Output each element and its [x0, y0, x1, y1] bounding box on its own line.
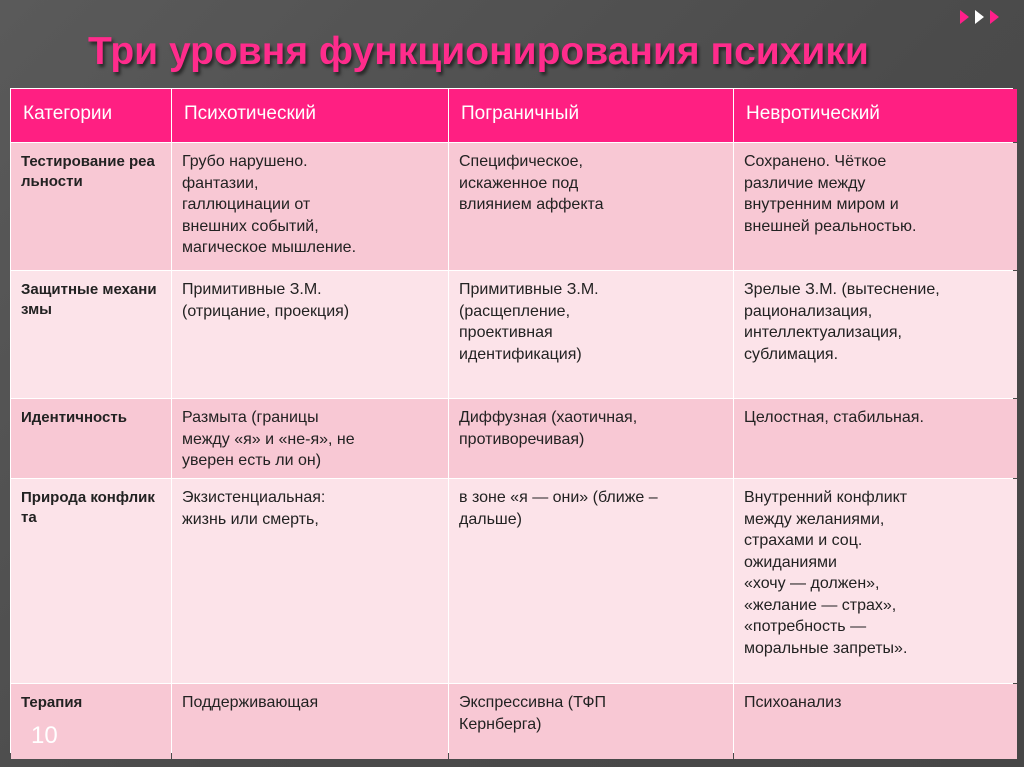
neurotic-cell: Сохранено. Чёткое различие между внутренним миром и внешней реальностью.: [734, 143, 1017, 270]
borderline-cell: Примитивные З.М. (расщепление, проективная идентификация): [449, 271, 733, 398]
column-header-category: Категории: [11, 89, 171, 142]
borderline-cell: Экспрессивна (ТФП Кернберга): [449, 684, 733, 759]
borderline-cell: в зоне «я — они» (ближе – дальше): [449, 479, 733, 683]
page-number: 10: [31, 722, 58, 749]
slide-title: Три уровня функционирования психики: [88, 30, 869, 73]
decor-arrow-icon: [990, 10, 999, 24]
column-header-psychotic: Психотический: [172, 89, 448, 142]
neurotic-cell: Целостная, стабильная.: [734, 399, 1017, 478]
psychotic-cell: Размыта (границы между «я» и «не-я», не уверен есть ли он): [172, 399, 448, 478]
row-category-cell: Терапия: [11, 684, 171, 759]
neurotic-cell: Внутренний конфликт между желаниями, страхами и соц. ожиданиями «хочу — должен», «желание — страх», «потребность — моральные запреты».: [734, 479, 1017, 683]
psychotic-cell: Поддерживающая: [172, 684, 448, 759]
psychotic-cell: Примитивные З.М. (отрицание, проекция): [172, 271, 448, 398]
psychotic-cell: Экзистенциальная: жизнь или смерть,: [172, 479, 448, 683]
neurotic-cell: Зрелые З.М. (вытеснение, рационализация, интеллектуализация, сублимация.: [734, 271, 1017, 398]
row-category-cell: Тестирование реальности: [11, 143, 171, 270]
row-category-cell: Защитные механизмы: [11, 271, 171, 398]
column-header-neurotic: Невротический: [734, 89, 1017, 142]
borderline-cell: Диффузная (хаотичная, противоречивая): [449, 399, 733, 478]
row-category-cell: Идентичность: [11, 399, 171, 478]
decor-arrow-icon: [975, 10, 984, 24]
comparison-table: [10, 88, 1013, 753]
neurotic-cell: Психоанализ: [734, 684, 1017, 759]
row-category-cell: Природа конфликта: [11, 479, 171, 683]
borderline-cell: Специфическое, искаженное под влиянием аффекта: [449, 143, 733, 270]
column-header-borderline: Пограничный: [449, 89, 733, 142]
decor-arrow-icon: [960, 10, 969, 24]
psychotic-cell: Грубо нарушено. фантазии, галлюцинации от внешних событий, магическое мышление.: [172, 143, 448, 270]
